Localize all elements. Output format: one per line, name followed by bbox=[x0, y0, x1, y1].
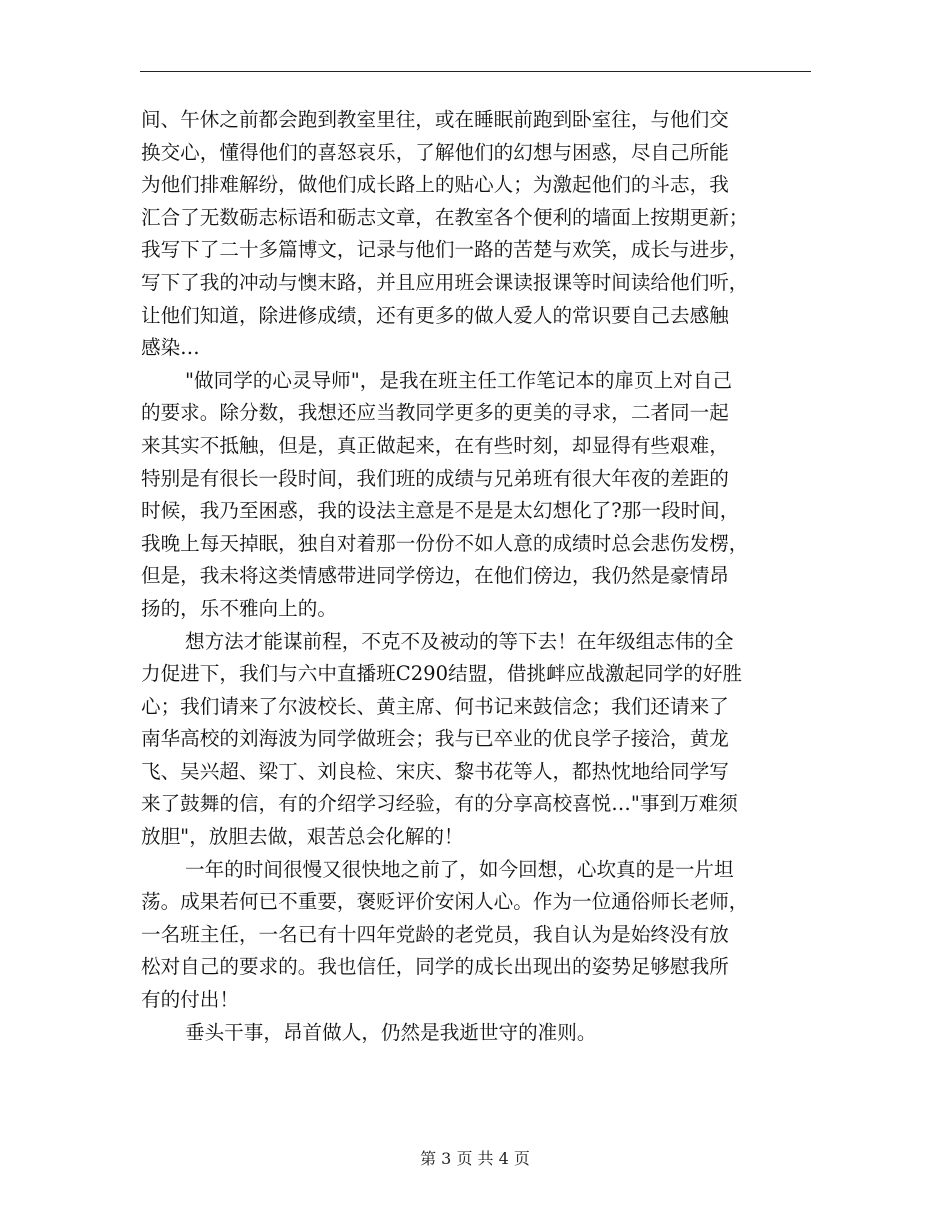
text-line: 的要求。除分数，我想还应当教同学更多的更美的寻求，二者同一起 bbox=[141, 401, 729, 425]
text-line: 汇合了无数砺志标语和砺志文章，在教室各个便利的墙面上按期更新； bbox=[141, 205, 749, 229]
text-line: 松对自己的要求的。我也信任，同学的成长出现出的姿势足够慰我所 bbox=[141, 955, 729, 979]
text-line: 我写下了二十多篇博文，记录与他们一路的苦楚与欢笑，成长与进步， bbox=[141, 238, 749, 262]
text-line: 飞、吴兴超、梁丁、刘良检、宋庆、黎书花等人，都热忱地给同学写 bbox=[141, 759, 729, 783]
text-line: 感染… bbox=[141, 336, 200, 360]
paragraph-first-line: 想方法才能谋前程，不克不及被动的等下去！在年级组志伟的全 bbox=[185, 629, 734, 653]
text-line: 特别是有很长一段时间，我们班的成绩与兄弟班有很大年夜的差距的 bbox=[141, 466, 729, 490]
text-line: 力促进下，我们与六中直播班C290结盟，借挑衅应战激起同学的好胜 bbox=[141, 662, 743, 686]
header-rule bbox=[140, 71, 811, 72]
paragraph-first-line: 垂头干事，昂首做人，仍然是我逝世守的准则。 bbox=[185, 1020, 597, 1044]
text-line: 为他们排难解纷，做他们成长路上的贴心人；为激起他们的斗志，我 bbox=[141, 173, 729, 197]
text-line: 间、午休之前都会跑到教室里往，或在睡眠前跑到卧室往，与他们交 bbox=[141, 108, 729, 131]
text-line: 时候，我乃至困惑，我的设法主意是不是是太幻想化了?那一段时间， bbox=[141, 499, 740, 523]
text-line: 但是，我未将这类情感带进同学傍边，在他们傍边，我仍然是豪情昂 bbox=[141, 564, 729, 588]
text-line: 换交心，懂得他们的喜怒哀乐，了解他们的幻想与困惑，尽自己所能 bbox=[141, 140, 729, 164]
text-line: 来了鼓舞的信，有的介绍学习经验，有的分享高校喜悦…"事到万难须 bbox=[141, 792, 738, 816]
paragraph-first-line: "做同学的心灵导师"，是我在班主任工作笔记本的扉页上对自己 bbox=[185, 368, 733, 392]
text-line: 南华高校的刘海波为同学做班会；我与已卒业的优良学子接洽，黄龙 bbox=[141, 727, 729, 751]
body-text bbox=[141, 104, 809, 1049]
text-line: 有的付出！ bbox=[141, 988, 239, 1012]
paragraph-first-line: 一年的时间很慢又很快地之前了，如今回想，心坎真的是一片坦 bbox=[185, 857, 734, 881]
text-line: 我晚上每天掉眠，独自对着那一份份不如人意的成绩时总会悲伤发楞， bbox=[141, 531, 749, 555]
text-line: 扬的，乐不雅向上的。 bbox=[141, 596, 337, 620]
text-line: 一名班主任，一名已有十四年党龄的老党员，我自认为是始终没有放 bbox=[141, 922, 729, 946]
text-line: 放胆"，放胆去做，艰苦总会化解的！ bbox=[141, 825, 464, 849]
text-line: 心；我们请来了尔波校长、黄主席、何书记来鼓信念；我们还请来了 bbox=[141, 694, 729, 718]
page-number-footer: 第 3 页 共 4 页 bbox=[420, 1149, 530, 1168]
text-line: 荡。成果若何已不重要，褒贬评价安闲人心。作为一位通俗师长老师， bbox=[141, 890, 749, 914]
text-line: 写下了我的冲动与懊末路，并且应用班会课读报课等时间读给他们听， bbox=[141, 270, 749, 294]
text-line: 来其实不抵触，但是，真正做起来，在有些时刻，却显得有些艰难， bbox=[141, 433, 729, 457]
text-line: 让他们知道，除进修成绩，还有更多的做人爱人的常识要自己去感触 bbox=[141, 303, 729, 327]
